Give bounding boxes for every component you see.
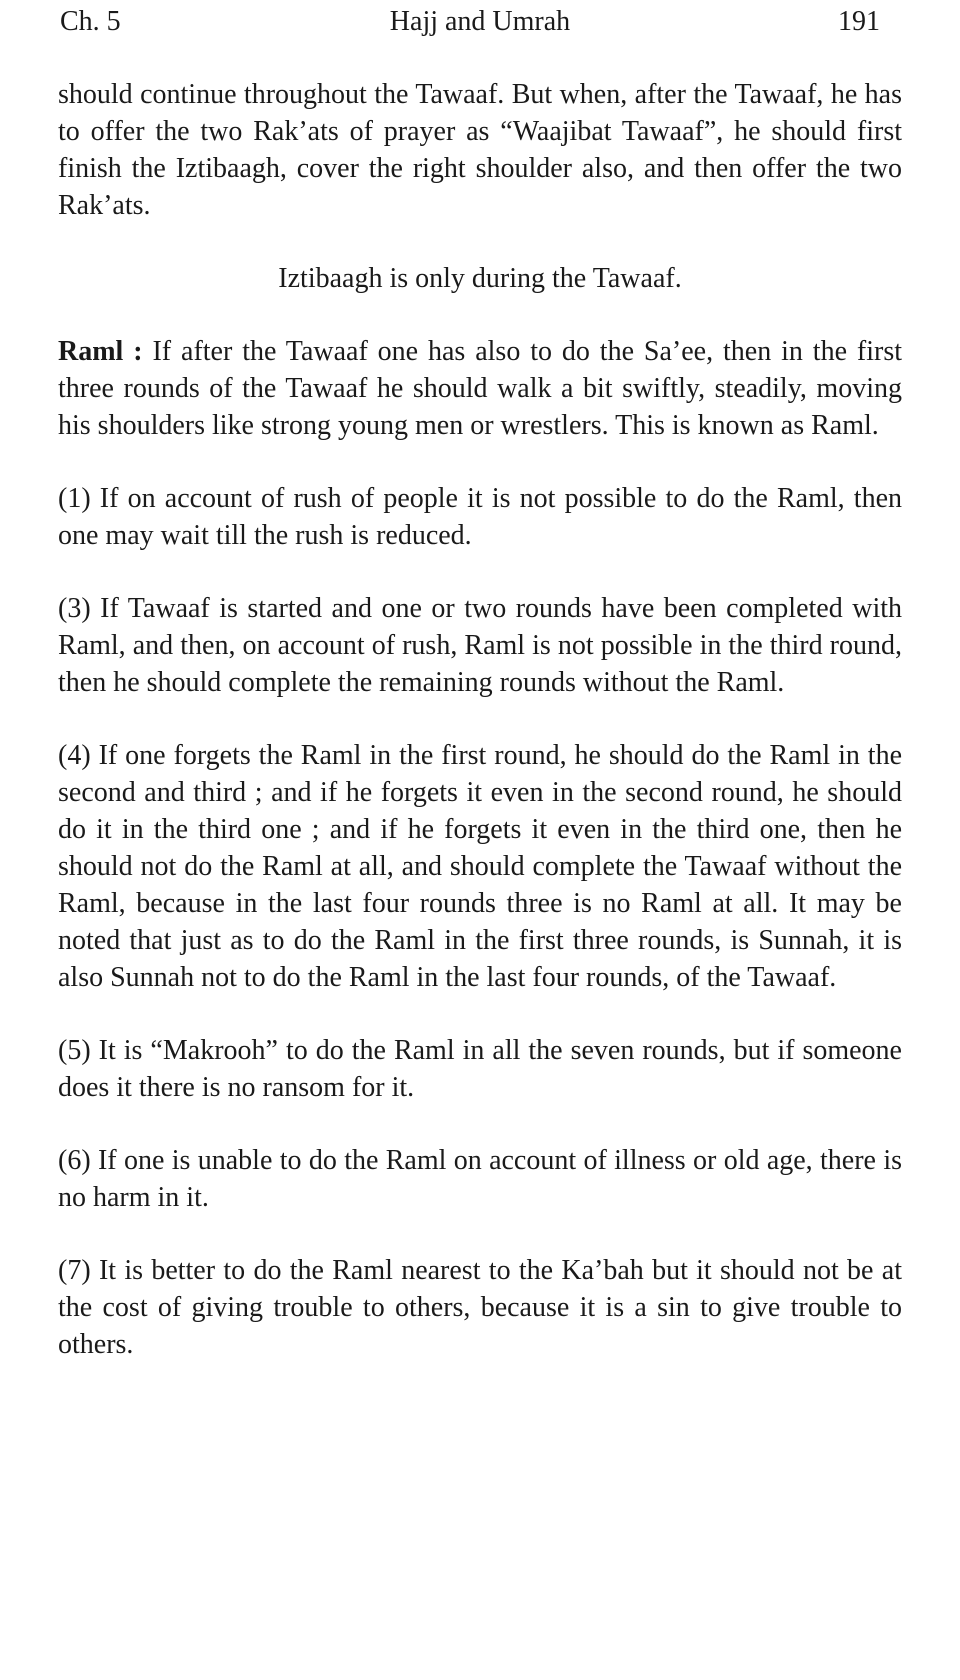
page-number: 191 (838, 6, 880, 37)
raml-heading: Raml : (58, 336, 143, 367)
running-title: Hajj and Umrah (389, 6, 571, 37)
book-page (58, 0, 902, 1360)
body-text (58, 76, 902, 1399)
page-header (58, 0, 902, 44)
paragraph-rule-5: (5) It is “Makrooh” to do the Raml in all the seven rounds, but if someone does it there is no ransom for it. (58, 1035, 902, 1103)
paragraph-raml-definition (58, 333, 902, 444)
paragraph-iztibaagh-note: Iztibaagh is only during the Tawaaf. (278, 263, 682, 294)
paragraph-rule-6: (6) If one is unable to do the Raml on account of illness or old age, there is no harm in it. (58, 1145, 902, 1213)
paragraph-rule-7: (7) It is better to do the Raml nearest to the Ka’bah but it should not be at the cost of giving trouble to others, because it is a sin to give trouble to others. (58, 1255, 902, 1360)
raml-definition-text: If after the Tawaaf one has also to do the Sa’ee, then in the first three rounds of the Tawaaf he should walk a bit swiftly, steadily, moving his shoulders like strong young men or wrestlers. This is known as Raml. (58, 336, 902, 441)
paragraph-rule-4: (4) If one forgets the Raml in the first round, he should do the Raml in the second and third ; and if he forgets it even in the second round, he should do it in the third one ; and if he forgets it even in the third one, then he should not do the Raml at all, and should complete the Tawaaf without the Raml, because in the last four rounds three is no Raml at all. It may be noted that just as to do the Raml in the first three rounds, is Sunnah, it is also Sunnah not to do the Raml in the last four rounds, of the Tawaaf. (58, 740, 902, 993)
chapter-label: Ch. 5 (60, 6, 121, 37)
paragraph-rule-3: (3) If Tawaaf is started and one or two rounds have been completed with Raml, and then, on account of rush, Raml is not possible in the third round, then he should complete the remaining rounds without the Raml. (58, 593, 902, 698)
paragraph-rule-1: (1) If on account of rush of people it is not possible to do the Raml, then one may wait till the rush is reduced. (58, 483, 902, 551)
paragraph-tawaaf-continuation: should continue throughout the Tawaaf. But when, after the Tawaaf, he has to offer the two Rak’ats of prayer as “Waajibat Tawaaf”, he should first finish the Iztibaagh, cover the right shoulder also, and then offer the two Rak’ats. (58, 79, 902, 221)
